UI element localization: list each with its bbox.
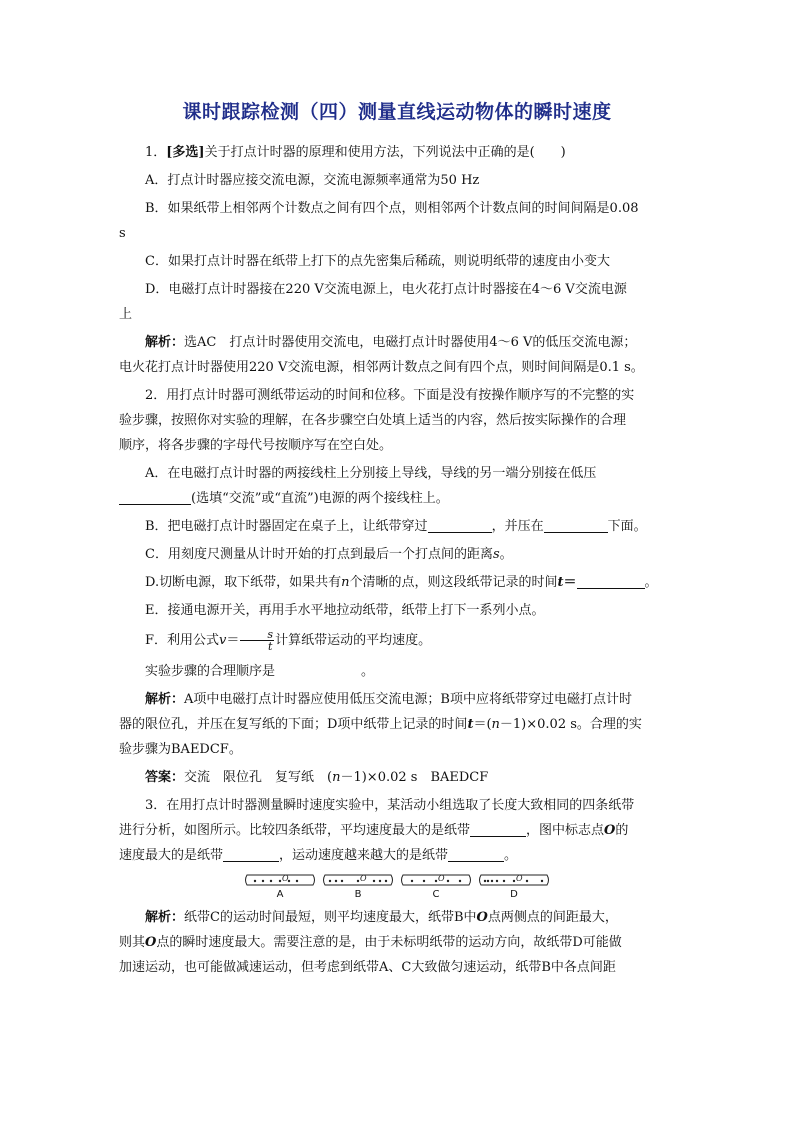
tape-b-label: B: [354, 889, 362, 900]
q3-stem-text: 进行分析，如图所示。比较四条纸带，平均速度最大的是纸带: [119, 823, 471, 838]
q2-answer-label: 答案：: [145, 770, 185, 785]
q1-option-b-cont: s: [119, 226, 126, 241]
q1-option-a: A．打点计时器应接交流电源，交流电源频率通常为50 Hz: [145, 173, 480, 188]
q2-answer-text2: －1)×0.02 s BAEDCF: [340, 770, 489, 785]
q2-step-a-text: (选填“交流”或“直流”)电源的两个接线柱上。: [191, 491, 449, 506]
document-body: [119, 140, 675, 980]
q3-explanation-line3: 加速运动，也可能做减速运动，但考虑到纸带A、C大致做匀速运动，纸带B中各点间距: [119, 960, 616, 975]
q3-stem-text4: 速度最大的是纸带: [119, 848, 224, 863]
q2-step-b-text3: 下面。: [607, 519, 647, 534]
answer-blank[interactable]: [470, 821, 526, 837]
tape-d-point-o: O: [516, 874, 523, 883]
q2-order-text: 实验步骤的合理顺序是: [145, 664, 276, 679]
tape-d-label: D: [510, 889, 518, 900]
variable-s: s: [492, 547, 500, 562]
q2-stem-line2: 验步骤，按照你对实验的理解，在各步骤空白处填上适当的内容，然后按实际操作的合理: [119, 413, 627, 428]
tape-b-point-o: O: [360, 874, 367, 883]
q3-explanation: [119, 905, 675, 930]
q3-stem-text6: 。: [504, 848, 518, 863]
q3-exp-text2: 点两侧点的间距最大，: [487, 910, 618, 925]
q2-explanation-line2: [119, 712, 675, 737]
q2-step-b-text: B．把电磁打点计时器固定在桌子上，让纸带穿过: [145, 519, 428, 534]
tape-d-strip: [478, 872, 550, 888]
variable-n: n: [491, 717, 500, 732]
variable-t: t: [467, 717, 474, 732]
tape-a-label: A: [276, 889, 284, 900]
q2-step-d: [119, 570, 675, 595]
answer-blank[interactable]: [577, 573, 645, 589]
q2-step-b-text2: ，并压在: [491, 519, 544, 534]
q3-stem-text5: ，运动速度越来越大的是纸带: [279, 848, 449, 863]
page-title: 课时跟踪检测（四）测量直线运动物体的瞬时速度: [182, 101, 612, 123]
q2-step-f-text: F．利用公式: [145, 633, 220, 648]
q3-exp-text4: 点的瞬时速度最大。需要注意的是，由于未标明纸带的运动方向，故纸带D可能做: [156, 935, 622, 950]
q2-stem-line1: 2．用打点计时器可测纸带运动的时间和位移。下面是没有按操作顺序写的不完整的实: [145, 388, 635, 403]
q3-stem-line3: [119, 843, 675, 868]
answer-blank[interactable]: [428, 517, 492, 533]
q1-option-d: D．电磁打点计时器接在220 V交流电源上，电火花打点计时器接在4～6 V交流电源: [145, 282, 627, 297]
q3-exp-text3: 则其: [119, 935, 146, 950]
q2-step-a: A．在电磁打点计时器的两接线柱上分别接上导线，导线的另一端分别接在低压: [145, 466, 597, 481]
q3-exp-text: 纸带C的运动时间最短，则平均速度最大，纸带B中: [184, 910, 477, 925]
point-o: O: [145, 935, 157, 950]
q2-step-e: E．接通电源开关，再用手水平地拉动纸带，纸带上打下一系列小点。: [145, 603, 545, 618]
q2-explanation-label: 解析：: [145, 692, 185, 707]
q1-tag: [多选]: [166, 145, 205, 160]
q2-step-d-text: D.切断电源，取下纸带，如果共有: [145, 575, 342, 590]
tape-a-point-o: O: [282, 874, 289, 883]
variable-t: t: [557, 575, 564, 590]
q2-exp-text: 器的限位孔，并压在复写纸的下面；D项中纸带上记录的时间: [119, 717, 468, 732]
q2-step-c-text: C．用刻度尺测量从计时开始的打点到最后一个打点间的距离: [145, 547, 493, 562]
paper-tape-figure: [119, 872, 675, 902]
q2-step-f-text2: 计算纸带运动的平均速度。: [275, 633, 432, 648]
q1-stem: [119, 140, 675, 165]
answer-blank[interactable]: [448, 846, 504, 862]
formula-fraction: [240, 629, 274, 652]
q2-answer: [119, 765, 675, 790]
q1-explanation: [119, 330, 675, 355]
q1-explanation-label: 解析：: [145, 335, 185, 350]
q1-text: 关于打点计时器的原理和使用方法，下列说法中正确的是( ): [204, 145, 566, 160]
variable-n: n: [332, 770, 341, 785]
q3-explanation-line2: [119, 930, 675, 955]
fraction-denominator: t: [268, 640, 273, 653]
q2-exp-text2: －1)×0.02 s。合理的实: [499, 717, 642, 732]
q1-number: 1．: [145, 145, 167, 160]
point-o: O: [476, 910, 488, 925]
equals-sign: ＝: [226, 633, 240, 648]
q3-stem-line2: [119, 818, 675, 843]
q2-step-f: [119, 626, 675, 656]
q2-exp-eq: ＝(: [473, 717, 492, 732]
paper-tape-b: [322, 872, 394, 902]
q1-explanation-line1: 选AC 打点计时器使用交流电，电磁打点计时器使用4～6 V的低压交流电源；: [184, 335, 637, 350]
q2-order-end: 。: [361, 664, 375, 679]
q2-explanation: [119, 687, 675, 712]
paper-tape-a: [244, 872, 316, 902]
variable-n: n: [341, 575, 350, 590]
answer-blank[interactable]: [544, 517, 608, 533]
q3-stem-text2: ，图中标志点: [526, 823, 605, 838]
tape-b-strip: [322, 872, 394, 888]
answer-blank[interactable]: [119, 489, 191, 505]
answer-blank[interactable]: [223, 846, 279, 862]
tape-a-strip: [244, 872, 316, 888]
q2-explanation-line1: A项中电磁打点计时器应使用低压交流电源；B项中应将纸带穿过电磁打点计时: [184, 692, 632, 707]
tape-c-strip: [400, 872, 472, 888]
q2-step-c-end: 。: [499, 547, 513, 562]
tape-c-label: C: [432, 889, 440, 900]
paper-tape-c: [400, 872, 472, 902]
q3-stem-text3: 的: [615, 823, 629, 838]
q3-explanation-label: 解析：: [145, 910, 185, 925]
q2-step-d-text2: 个清晰的点，则这段纸带记录的时间: [349, 575, 558, 590]
q2-step-d-end: 。: [644, 575, 658, 590]
q2-step-a-cont: [119, 486, 675, 511]
variable-v: v: [219, 633, 227, 648]
tape-c-point-o: O: [438, 874, 445, 883]
q2-answer-text: 交流 限位孔 复写纸 (: [184, 770, 333, 785]
q2-step-c: [119, 542, 675, 567]
point-o: O: [604, 823, 616, 838]
fraction-numerator: s: [240, 629, 274, 641]
q1-option-d-cont: 上: [119, 307, 133, 322]
q2-explanation-line3: 验步骤为BAEDCF。: [119, 742, 242, 757]
q1-explanation-line2: 电火花打点计时器使用220 V交流电源，相邻两计数点之间有四个点，则时间间隔是0.1 s。: [119, 360, 644, 375]
paper-tape-d: [478, 872, 550, 902]
equals-sign: ＝: [563, 575, 577, 590]
q2-step-b: [119, 514, 675, 539]
q2-stem-line3: 顺序，将各步骤的字母代号按顺序写在空白处。: [119, 438, 393, 453]
q1-option-c: C．如果打点计时器在纸带上打下的点先密集后稀疏，则说明纸带的速度由小变大: [145, 254, 610, 269]
q1-option-b: B．如果纸带上相邻两个计数点之间有四个点，则相邻两个计数点间的时间间隔是0.08: [145, 201, 639, 216]
q3-stem-line1: 3．在用打点计时器测量瞬时速度实验中，某活动小组选取了长度大致相同的四条纸带: [145, 798, 635, 813]
q2-order: [119, 659, 675, 684]
